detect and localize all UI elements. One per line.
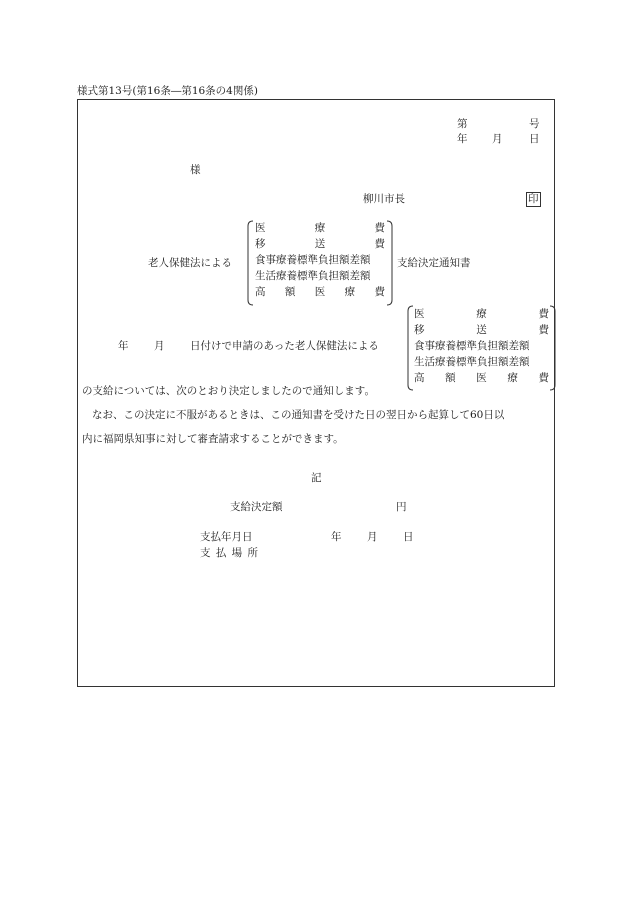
title-benefit-item-text: 移 (255, 238, 266, 250)
body-benefit-item (414, 340, 549, 353)
body-line-3: 内に福岡県知事に対して審査請求することができます。 (82, 433, 344, 445)
doc-number-suffix: 号 (529, 118, 540, 130)
title-benefit-item-text: 費 (374, 238, 385, 250)
body-benefit-item (414, 356, 549, 369)
body-left-brace (406, 305, 414, 391)
body-benefit-item-text: 移 (414, 324, 425, 336)
amount-label: 支給決定額 (230, 501, 283, 513)
title-benefit-item-text: 高 (255, 286, 266, 298)
body-benefit-item-text: 送 (476, 324, 487, 336)
application-year: 年 (118, 340, 129, 352)
date-month: 月 (492, 133, 503, 145)
pay-place-char: 場 (231, 547, 243, 559)
body-benefit-item-text: 費 (538, 324, 549, 336)
title-benefit-item-text: 生活療養標準負担額差額 (255, 270, 371, 282)
title-prefix: 老人保健法による (148, 257, 232, 269)
title-benefit-list (255, 222, 385, 302)
body-benefit-item (414, 324, 549, 337)
body-benefit-item-text: 療 (476, 308, 487, 320)
pay-year: 年 (331, 531, 342, 543)
title-left-brace (246, 220, 254, 306)
title-benefit-item (255, 222, 385, 235)
body-benefit-item-text: 食事療養標準負担額差額 (414, 340, 530, 352)
date-day: 日 (529, 133, 540, 145)
body-benefit-item-text: 費 (538, 308, 549, 320)
seal-box: 印 (528, 193, 539, 205)
body-benefit-item-text: 額 (445, 372, 456, 384)
pay-day: 日 (403, 531, 414, 543)
title-benefit-item-text: 食事療養標準負担額差額 (255, 254, 371, 266)
form-number: 様式第13号(第16条―第16条の4関係) (77, 85, 258, 97)
body-right-brace (549, 305, 557, 391)
pay-date-label: 支払年月日 (200, 531, 253, 543)
title-benefit-item-text: 費 (374, 286, 385, 298)
pay-place-label (200, 548, 258, 559)
body-benefit-item-text: 療 (507, 372, 518, 384)
title-benefit-item-text: 医 (314, 286, 326, 298)
date-year: 年 (457, 133, 468, 145)
pay-place-char: 支 (200, 547, 211, 559)
title-benefit-item-text: 療 (344, 286, 356, 298)
pay-month: 月 (367, 531, 378, 543)
issuer: 柳川市長 (363, 193, 405, 205)
body-benefit-item-text: 医 (476, 372, 487, 384)
body-benefit-item-text: 費 (538, 372, 549, 384)
title-benefit-item-text: 療 (314, 222, 326, 234)
title-benefit-item (255, 270, 385, 283)
application-month: 月 (154, 340, 165, 352)
title-benefit-item (255, 238, 385, 251)
ki-heading: 記 (311, 472, 322, 484)
pay-place-char: 所 (247, 547, 258, 559)
title-suffix: 支給決定通知書 (397, 257, 471, 269)
body-benefit-item-text: 生活療養標準負担額差額 (414, 356, 530, 368)
body-benefit-list (414, 308, 549, 388)
title-benefit-item-text: 額 (284, 286, 296, 298)
title-benefit-item-text: 送 (314, 238, 326, 250)
title-benefit-item (255, 286, 385, 299)
addressee-suffix: 様 (190, 164, 201, 176)
title-benefit-item (255, 254, 385, 267)
body-benefit-item (414, 372, 549, 385)
body-line-2: なお、この決定に不服があるときは、この通知書を受けた日の翌日から起算して60日以 (92, 409, 505, 421)
doc-number-prefix: 第 (457, 118, 468, 130)
title-benefit-item-text: 費 (374, 222, 385, 234)
amount-unit: 円 (396, 501, 407, 513)
application-text: 日付けで申請のあった老人保健法による (190, 340, 379, 352)
body-benefit-item-text: 医 (414, 308, 425, 320)
body-line-1: の支給については、次のとおり決定しましたので通知します。 (82, 385, 375, 397)
title-benefit-item-text: 医 (255, 222, 266, 234)
title-right-brace (386, 220, 394, 306)
pay-place-char: 払 (215, 547, 227, 559)
seal-mark (526, 192, 541, 207)
body-benefit-item (414, 308, 549, 321)
body-benefit-item-text: 高 (414, 372, 425, 384)
